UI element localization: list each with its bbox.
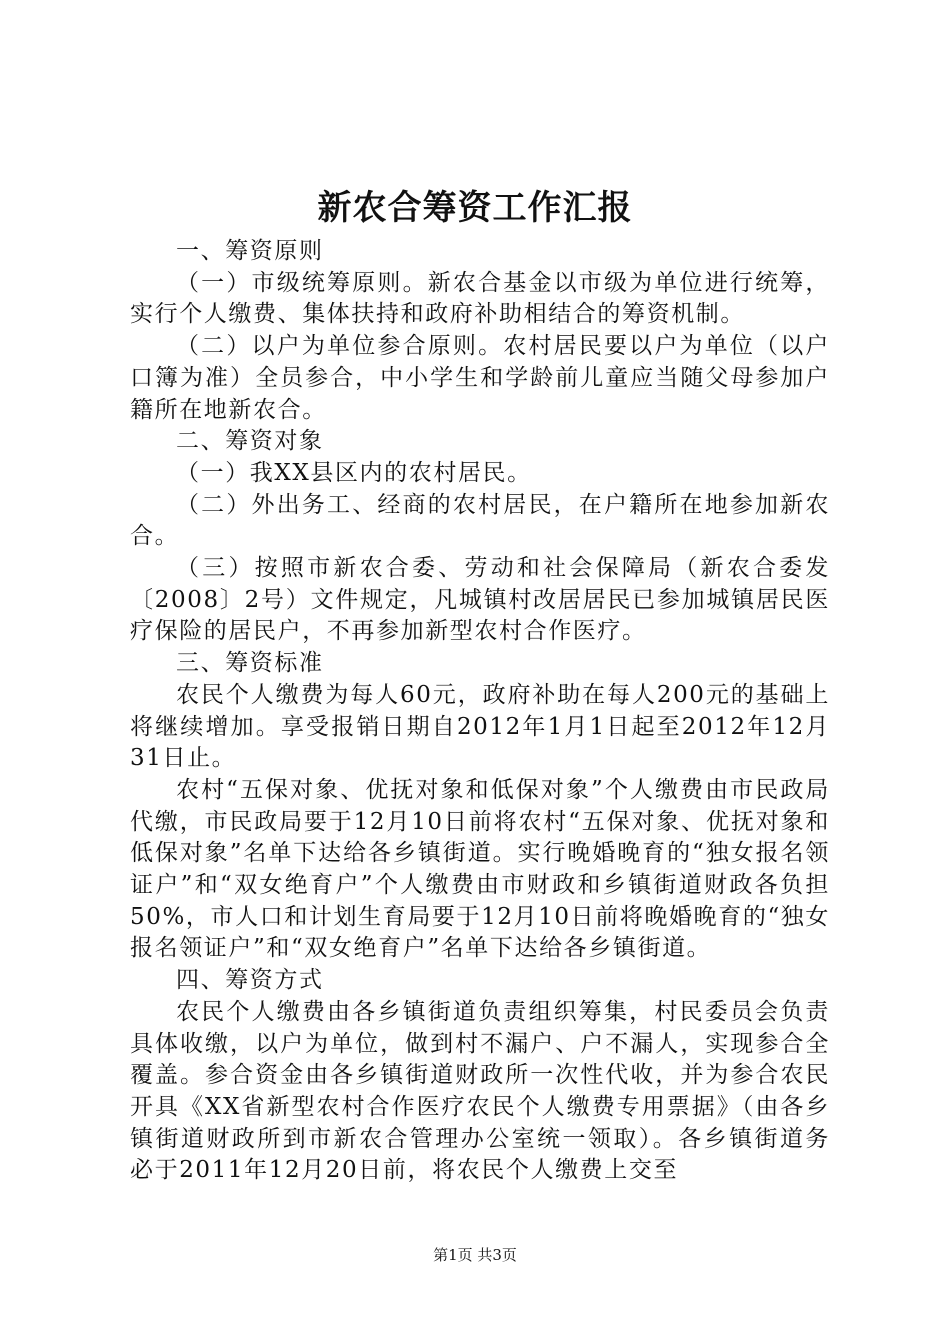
paragraph: 农民个人缴费由各乡镇街道负责组织筹集，村民委员会负责具体收缴，以户为单位，做到村不漏户、户不漏人，实现参合全覆盖。参合资金由各乡镇街道财政所一次性代收，并为参合农民开具《XX省新型农村合作医疗农民个人缴费专用票据》（由各乡镇街道财政所到市新农合管理办公室统一领取）。各乡镇街道务必于2011年12月20日前，将农民个人缴费上交至 <box>130 998 830 1184</box>
section-heading-methods: 四、筹资方式 <box>176 967 324 994</box>
paragraph: （一）市级统筹原则。新农合基金以市级为单位进行统筹，实行个人缴费、集体扶持和政府补助相结合的筹资机制。 <box>130 269 830 328</box>
section-heading-principles: 一、筹资原则 <box>176 238 324 264</box>
paragraph: （一）我XX县区内的农村居民。 <box>176 459 532 486</box>
paragraph: （二）以户为单位参合原则。农村居民要以户为单位（以户口簿为准）全员参合，中小学生和学龄前儿童应当随父母参加户籍所在地新农合。 <box>130 333 830 423</box>
paragraph: 农村“五保对象、优抚对象和低保对象”个人缴费由市民政局代缴，市民政局要于12月10日前将农村“五保对象、优抚对象和低保对象”名单下达给各乡镇街道。实行晚婚晚育的“独女报名领证户”和“双女绝育户”个人缴费由市财政和乡镇街道财政各负担50%，市人口和计划生育局要于12月10日前将晚婚晚育的“独女报名领证户”和“双女绝育户”名单下达给各乡镇街道。 <box>130 776 831 962</box>
paragraph: （三）按照市新农合委、劳动和社会保障局（新农合委发〔2008〕2号）文件规定，凡城镇村改居居民已参加城镇居民医疗保险的居民户，不再参加新型农村合作医疗。 <box>130 555 830 645</box>
page-number: 第1页 共3页 <box>433 1246 517 1264</box>
document-title: 新农合筹资工作汇报 <box>317 188 633 228</box>
section-heading-standards: 三、筹资标准 <box>176 650 324 677</box>
document-body <box>130 236 830 1187</box>
section-heading-targets: 二、筹资对象 <box>176 428 324 455</box>
paragraph: 农民个人缴费为每人60元，政府补助在每人200元的基础上将继续增加。享受报销日期自2012年1月1日起至2012年12月31日止。 <box>130 681 830 772</box>
paragraph: （二）外出务工、经商的农村居民，在户籍所在地参加新农合。 <box>130 491 830 550</box>
